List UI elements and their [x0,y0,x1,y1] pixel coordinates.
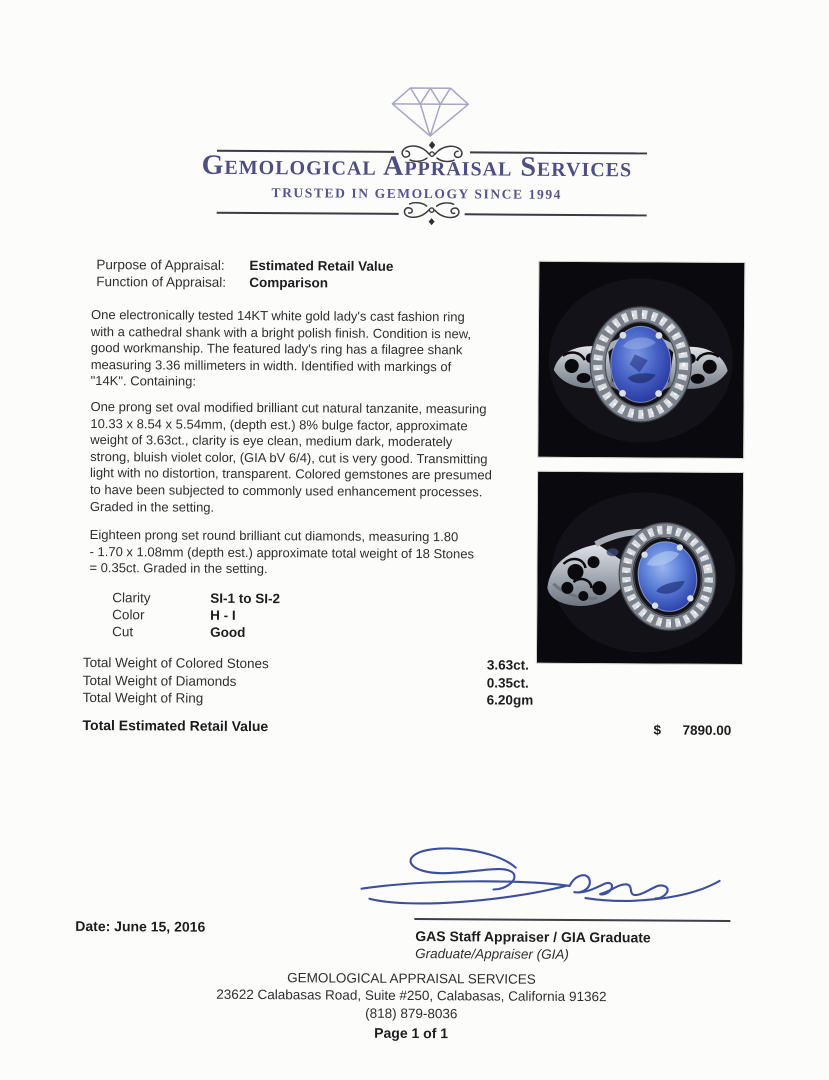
ring-description-paragraph: One electronically tested 14KT white gold lady's cast fashion ring with a cathedral shank with a bright polish finish. Condition is new, good workmanship. The featured lady's ring has a filagree shank measuring 3.36 millimeters in width. Identified with markings of "14K". Containing: [90,307,472,390]
handwritten-signature [355,845,727,923]
total-weight-label: Total Weight of Diamonds [82,672,237,689]
brand-tagline: TRUSTED IN GEMOLOGY SINCE 1994 [271,185,563,202]
scroll-flourish-icon [399,202,465,226]
currency-symbol: $ [653,722,662,738]
ring-side-view-photo [537,472,743,664]
appraisal-date: Date: June 15, 2016 [75,917,206,935]
brand-name: Gemological Appraisal Services [201,149,633,184]
tanzanite-description-paragraph: One prong set oval modified brilliant cut natural tanzanite, measuring 10.33 x 8.54 x 5.54mm, (depth est.) 8% bulge factor, approximate weight of 3.63ct., clarity is eye clean, medium dark, moderately strong, bluish violet color, (GIA bV 6/4), cut is very good. Transmitting light with no distortion, transparent. Colored gemstones are presumed to have been subjected to commonly used enhancement processes. Graded in the setting. [89,399,492,515]
diamond-outline-icon [388,85,472,140]
signer-title: GAS Staff Appraiser / GIA Graduate [415,928,651,946]
page-number: Page 1 of 1 [374,1024,449,1042]
grade-value: Good [210,625,246,641]
grade-label: Cut [112,624,134,640]
ring-front-view-image [538,262,744,458]
total-retail-value-amount: 7890.00 [682,722,732,738]
purpose-value: Estimated Retail Value [249,257,394,274]
function-label: Function of Appraisal: [96,274,227,290]
diamonds-description-paragraph: Eighteen prong set round brilliant cut diamonds, measuring 1.80 - 1.70 x 1.08mm (depth est.) approximate total weight of 18 Stones = 0.35ct. Graded in the setting. [89,527,475,577]
rule-segment [217,212,399,215]
total-weights-table [83,654,534,710]
total-weight-value: 3.63ct. [486,657,529,673]
ring-front-view-photo [538,262,744,458]
footer-company-name: GEMOLOGICAL APPRAISAL SERVICES [287,970,536,987]
grade-value: SI-1 to SI-2 [210,590,281,607]
ring-side-view-image [537,472,743,664]
header-rule-bottom [217,201,647,228]
purpose-label: Purpose of Appraisal: [96,257,225,273]
function-value: Comparison [249,274,329,291]
footer-address: 23622 Calabasas Road, Suite #250, Calabasas, California 91362 [216,986,607,1005]
grade-value: H - I [210,607,236,624]
appraisal-meta [96,256,393,292]
total-weight-label: Total Weight of Ring [82,690,204,706]
signer-credential: Graduate/Appraiser (GIA) [415,946,570,962]
rule-segment [465,213,647,216]
diamond-grades-table [112,589,280,642]
grade-label: Clarity [112,590,151,606]
footer-phone: (818) 879-8036 [365,1005,458,1022]
total-weight-value: 6.20gm [486,692,534,708]
total-weight-label: Total Weight of Colored Stones [82,654,269,672]
total-weight-value: 0.35ct. [486,675,529,691]
total-retail-value-label: Total Estimated Retail Value [82,716,269,735]
grade-label: Color [112,607,145,623]
